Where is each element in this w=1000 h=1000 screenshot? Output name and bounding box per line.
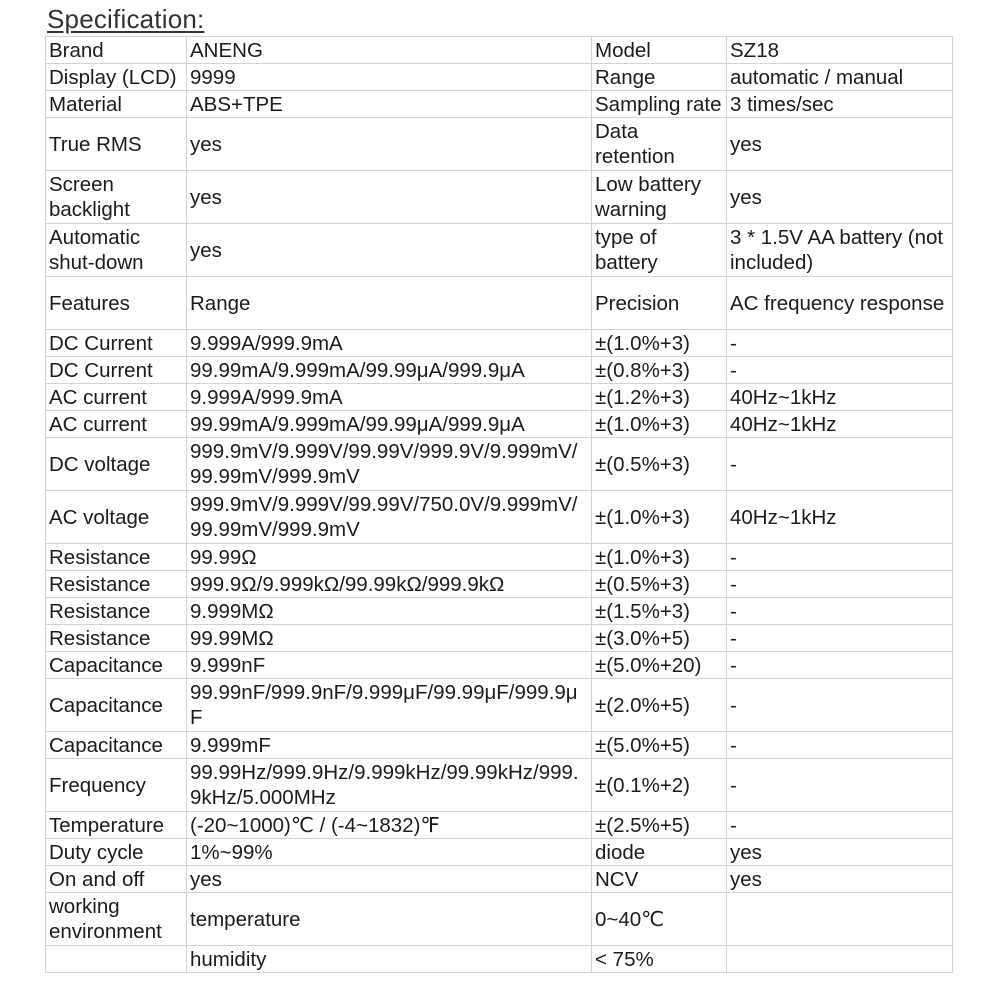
spec-value: 99.99mA/9.999mA/99.99μA/999.9μA — [187, 357, 592, 384]
spec-label: DC Current — [46, 330, 187, 357]
spec-label-2: ±(1.0%+3) — [592, 330, 727, 357]
table-row — [46, 411, 953, 438]
spec-label: AC voltage — [46, 491, 187, 544]
spec-value: humidity — [187, 946, 592, 973]
spec-label-2: Precision — [592, 277, 727, 330]
spec-value: 99.99Hz/999.9Hz/9.999kHz/99.99kHz/999.9kHz/5.000MHz — [187, 759, 592, 812]
spec-label-2: ±(5.0%+20) — [592, 652, 727, 679]
table-row — [46, 598, 953, 625]
spec-value: 99.99mA/9.999mA/99.99μA/999.9μA — [187, 411, 592, 438]
spec-label: working environment — [46, 893, 187, 946]
spec-value: (-20~1000)℃ / (-4~1832)℉ — [187, 812, 592, 839]
table-row — [46, 759, 953, 812]
spec-value-2: 3 times/sec — [727, 91, 953, 118]
spec-table-body — [46, 37, 953, 973]
spec-value-2: 3 * 1.5V AA battery (not included) — [727, 224, 953, 277]
spec-label: True RMS — [46, 118, 187, 171]
spec-value-2 — [727, 946, 953, 973]
spec-label: AC current — [46, 411, 187, 438]
table-row — [46, 37, 953, 64]
spec-label-2: 0~40℃ — [592, 893, 727, 946]
spec-value-2: - — [727, 732, 953, 759]
spec-value-2: AC frequency response — [727, 277, 953, 330]
spec-value-2: - — [727, 438, 953, 491]
spec-value-2: - — [727, 625, 953, 652]
table-row — [46, 277, 953, 330]
spec-label: Automatic shut-down — [46, 224, 187, 277]
spec-value: ANENG — [187, 37, 592, 64]
spec-label-2: ±(0.1%+2) — [592, 759, 727, 812]
spec-label: AC current — [46, 384, 187, 411]
spec-label: Capacitance — [46, 652, 187, 679]
spec-label: Capacitance — [46, 732, 187, 759]
spec-value-2: - — [727, 679, 953, 732]
spec-value-2: yes — [727, 866, 953, 893]
table-row — [46, 330, 953, 357]
spec-label-2: Range — [592, 64, 727, 91]
spec-label: Capacitance — [46, 679, 187, 732]
spec-label-2: ±(1.2%+3) — [592, 384, 727, 411]
table-row — [46, 946, 953, 973]
spec-value: 9.999A/999.9mA — [187, 384, 592, 411]
spec-value-2: 40Hz~1kHz — [727, 384, 953, 411]
spec-label — [46, 946, 187, 973]
spec-label: Resistance — [46, 544, 187, 571]
spec-label: Temperature — [46, 812, 187, 839]
spec-label-2: ±(1.5%+3) — [592, 598, 727, 625]
spec-label-2: Model — [592, 37, 727, 64]
spec-label: Resistance — [46, 571, 187, 598]
table-row — [46, 384, 953, 411]
spec-label-2: NCV — [592, 866, 727, 893]
spec-value-2: - — [727, 571, 953, 598]
spec-value: 999.9mV/9.999V/99.99V/999.9V/9.999mV/99.99mV/999.9mV — [187, 438, 592, 491]
spec-value-2 — [727, 893, 953, 946]
spec-value: ABS+TPE — [187, 91, 592, 118]
spec-value-2: - — [727, 652, 953, 679]
table-row — [46, 171, 953, 224]
spec-label: Screen backlight — [46, 171, 187, 224]
spec-value: 9999 — [187, 64, 592, 91]
spec-value-2: SZ18 — [727, 37, 953, 64]
spec-label: Duty cycle — [46, 839, 187, 866]
spec-value: 9.999MΩ — [187, 598, 592, 625]
spec-value: temperature — [187, 893, 592, 946]
spec-label-2: ±(2.0%+5) — [592, 679, 727, 732]
spec-label-2: ±(3.0%+5) — [592, 625, 727, 652]
page-title: Specification: — [47, 4, 205, 34]
spec-label: Material — [46, 91, 187, 118]
spec-label-2: < 75% — [592, 946, 727, 973]
spec-value: 99.99nF/999.9nF/9.999μF/99.99μF/999.9μF — [187, 679, 592, 732]
table-row — [46, 438, 953, 491]
table-row — [46, 544, 953, 571]
table-row — [46, 491, 953, 544]
spec-label-2: Data retention — [592, 118, 727, 171]
spec-label-2: ±(5.0%+5) — [592, 732, 727, 759]
table-row — [46, 679, 953, 732]
spec-label-2: ±(2.5%+5) — [592, 812, 727, 839]
spec-label-2: Sampling rate — [592, 91, 727, 118]
spec-label: On and off — [46, 866, 187, 893]
spec-value-2: yes — [727, 839, 953, 866]
spec-value-2: - — [727, 759, 953, 812]
table-row — [46, 893, 953, 946]
spec-value: yes — [187, 866, 592, 893]
spec-label: DC voltage — [46, 438, 187, 491]
table-row — [46, 357, 953, 384]
table-row — [46, 839, 953, 866]
spec-value-2: - — [727, 357, 953, 384]
spec-value-2: 40Hz~1kHz — [727, 411, 953, 438]
spec-label-2: ±(0.8%+3) — [592, 357, 727, 384]
table-row — [46, 118, 953, 171]
spec-value: 999.9mV/9.999V/99.99V/750.0V/9.999mV/99.99mV/999.9mV — [187, 491, 592, 544]
spec-label-2: Low battery warning — [592, 171, 727, 224]
spec-value: 9.999mF — [187, 732, 592, 759]
table-row — [46, 812, 953, 839]
table-row — [46, 866, 953, 893]
spec-value-2: automatic / manual — [727, 64, 953, 91]
spec-value-2: yes — [727, 171, 953, 224]
spec-value: yes — [187, 118, 592, 171]
spec-label-2: ±(0.5%+3) — [592, 438, 727, 491]
spec-value: 99.99Ω — [187, 544, 592, 571]
spec-label-2: type of battery — [592, 224, 727, 277]
table-row — [46, 64, 953, 91]
spec-table — [45, 36, 953, 973]
spec-value-2: - — [727, 544, 953, 571]
spec-value: 9.999nF — [187, 652, 592, 679]
spec-label: Brand — [46, 37, 187, 64]
spec-value: 99.99MΩ — [187, 625, 592, 652]
spec-value-2: - — [727, 812, 953, 839]
spec-label: Features — [46, 277, 187, 330]
table-row — [46, 732, 953, 759]
spec-value: yes — [187, 224, 592, 277]
spec-label-2: ±(0.5%+3) — [592, 571, 727, 598]
spec-label: Resistance — [46, 598, 187, 625]
spec-value-2: yes — [727, 118, 953, 171]
spec-label: Resistance — [46, 625, 187, 652]
table-row — [46, 91, 953, 118]
spec-label: Display (LCD) — [46, 64, 187, 91]
spec-label: Frequency — [46, 759, 187, 812]
spec-value-2: - — [727, 598, 953, 625]
spec-label-2: ±(1.0%+3) — [592, 491, 727, 544]
spec-value: yes — [187, 171, 592, 224]
spec-value: 9.999A/999.9mA — [187, 330, 592, 357]
spec-value: Range — [187, 277, 592, 330]
spec-label: DC Current — [46, 357, 187, 384]
table-row — [46, 652, 953, 679]
table-row — [46, 625, 953, 652]
spec-label-2: diode — [592, 839, 727, 866]
spec-value-2: - — [727, 330, 953, 357]
spec-value: 999.9Ω/9.999kΩ/99.99kΩ/999.9kΩ — [187, 571, 592, 598]
table-row — [46, 224, 953, 277]
spec-label-2: ±(1.0%+3) — [592, 411, 727, 438]
spec-value-2: 40Hz~1kHz — [727, 491, 953, 544]
spec-value: 1%~99% — [187, 839, 592, 866]
table-row — [46, 571, 953, 598]
spec-label-2: ±(1.0%+3) — [592, 544, 727, 571]
